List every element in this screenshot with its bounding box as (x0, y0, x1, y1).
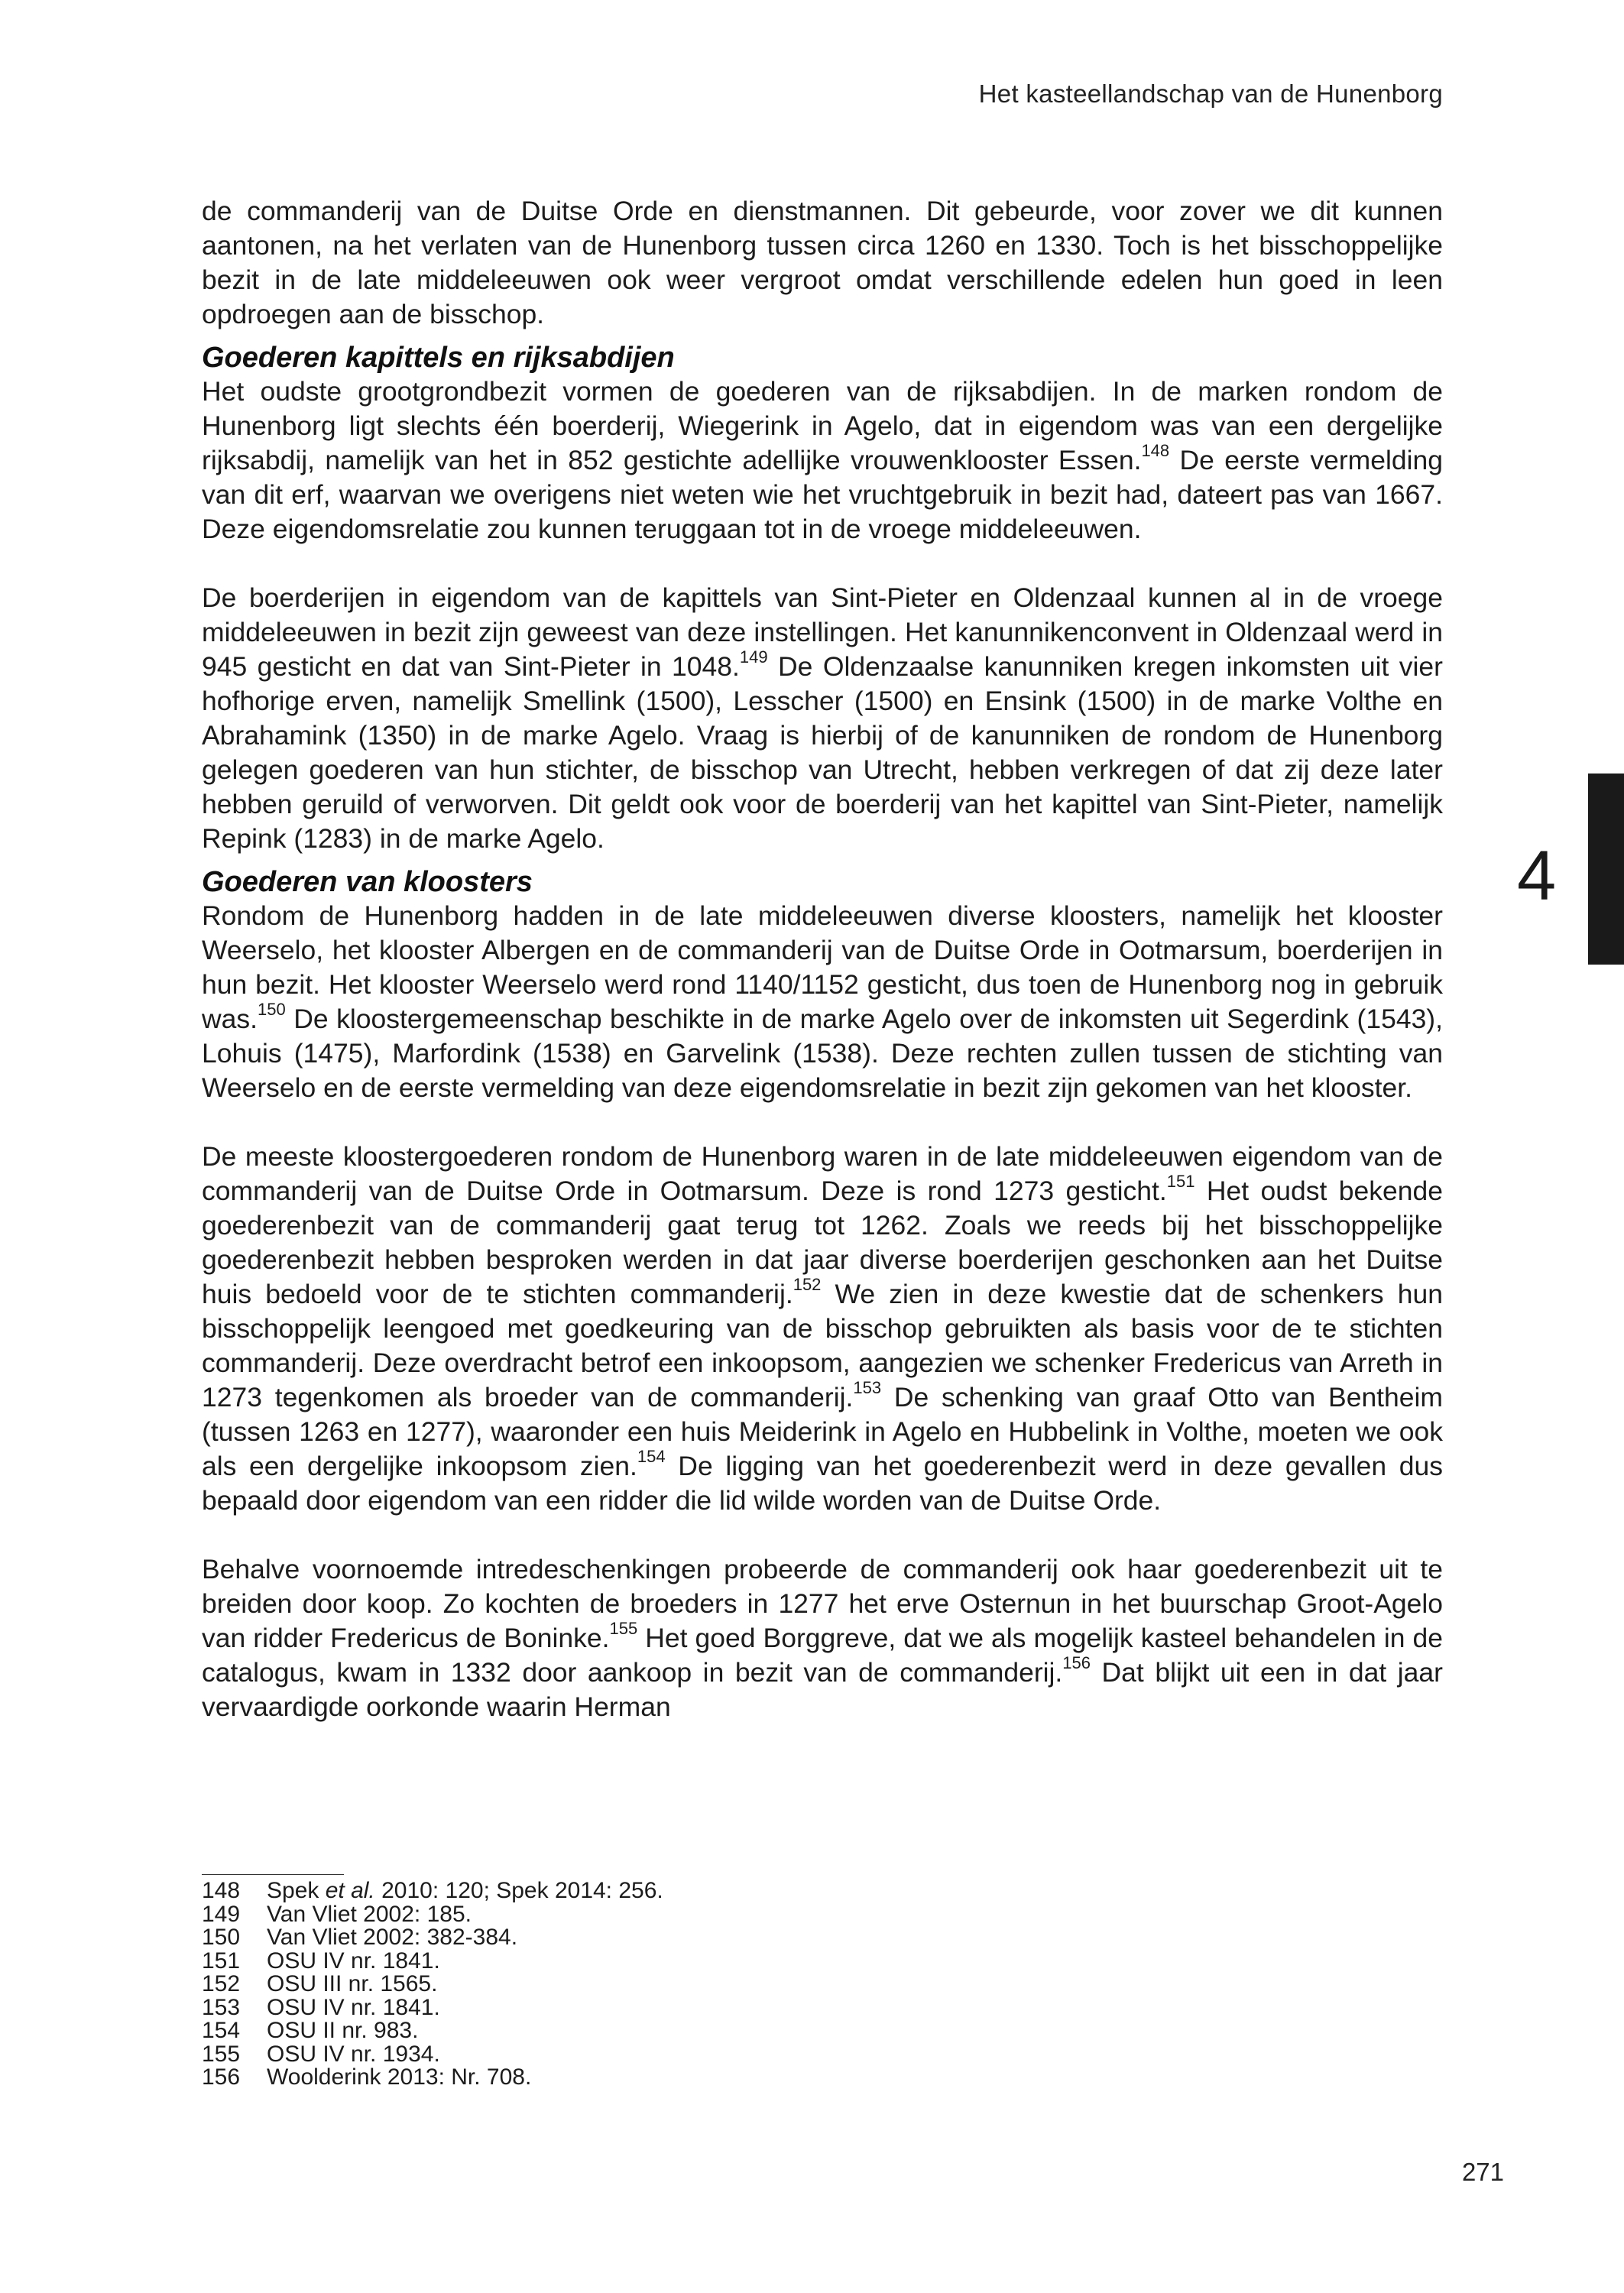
footnote-item (202, 1903, 1119, 1927)
footnote-ref[interactable]: 152 (793, 1275, 822, 1295)
footnote-item (202, 1879, 1119, 1903)
footnote-ref[interactable]: 153 (853, 1378, 882, 1398)
running-head: Het kasteellandschap van de Hunenborg (978, 79, 1443, 108)
footnotes (202, 1879, 1119, 2090)
footnote-text: Van Vliet 2002: 185. (267, 1901, 472, 1927)
footnote-text: OSU II nr. 983. (267, 2018, 419, 2043)
footnote-ref[interactable]: 151 (1166, 1172, 1195, 1192)
footnote-text: Spek et al. 2010: 120; Spek 2014: 256. (267, 1878, 663, 1903)
footnote-number: 149 (202, 1901, 241, 1927)
section-heading: Goederen kapittels en rijksabdijen (202, 342, 675, 374)
footnote-number: 151 (202, 1948, 241, 1974)
footnote-number: 156 (202, 2064, 241, 2090)
footnote-text: OSU IV nr. 1841. (267, 1948, 440, 1974)
page-number: 271 (1461, 2158, 1504, 2186)
paragraph: Het oudste grootgrondbezit vormen de goederen van de rijksabdijen. In de marken rondom de Hunenborg ligt slechts één boerderij, Wiegerink in Agelo, dat in eigendom was van een dergelijke rijksabdij, namelijk van het in 852 gestichte adellijke vrouwenklooster Essen.$^{148}$ De eerste vermelding van dit erf, waarvan we overigens niet weten wie het vruchtgebruik in bezit had, dateert pas van 1667. Deze eigendomsrelatie zou kunnen teruggaan tot in de vroege middeleeuwen. (202, 376, 1443, 544)
footnote-ref[interactable]: 154 (637, 1447, 666, 1467)
footnote-number: 150 (202, 1925, 241, 1950)
footnote-item (202, 1996, 1119, 2020)
footnote-number: 148 (202, 1878, 241, 1903)
footnote-ref[interactable]: 149 (739, 647, 768, 667)
footnote-number: 153 (202, 1994, 241, 2020)
footnote-text: OSU IV nr. 1934. (267, 2041, 440, 2067)
footnote-item (202, 2066, 1119, 2090)
footnote-item (202, 2043, 1119, 2067)
footnote-text: OSU IV nr. 1841. (267, 1994, 440, 2020)
paragraph: De boerderijen in eigendom van de kapittels van Sint-Pieter en Oldenzaal kunnen al in de vroege middeleeuwen in bezit zijn geweest van deze instellingen. Het kanunnikenconvent in Oldenzaal werd in 945 gesticht en dat van Sint-Pieter in 1048.$^{149}$ De Oldenzaalse kanunniken kregen inkomsten uit vier hofhorige erven, namelijk Smellink (1500), Lesscher (1500) en Ensink (1500) in de marke Volthe en Abrahamink (1350) in de marke Agelo. Vraag is hierbij of de kanunniken de rondom de Hunenborg gelegen goederen van hun stichter, de bisschop van Utrecht, hebben verkregen of dat zij deze later hebben geruild of verworven. Dit geldt ook voor de boerderij van het kapittel van Sint-Pieter, namelijk Repink (1283) in de marke Agelo. (202, 582, 1443, 854)
footnote-text: Woolderink 2013: Nr. 708. (267, 2064, 532, 2090)
paragraph: Rondom de Hunenborg hadden in de late middeleeuwen diverse kloosters, namelijk het klooster Weerselo, het klooster Albergen en de commanderij van de Duitse Orde in Ootmarsum, boerderijen in hun bezit. Het klooster Weerselo werd rond 1140/1152 gesticht, dus toen de Hunenborg nog in gebruik was.$^{150}$ De kloostergemeenschap beschikte in de marke Agelo over de inkomsten uit Segerdink (1543), Lohuis (1475), Marfordink (1538) en Garvelink (1538). Deze rechten zullen tussen de stichting van Weerselo en de eerste vermelding van deze eigendomsrelatie in bezit zijn gekomen van het klooster. (202, 900, 1443, 1103)
footnote-ref[interactable]: 156 (1062, 1653, 1091, 1673)
footnote-ref[interactable]: 155 (609, 1619, 638, 1639)
footnote-text: OSU III nr. 1565. (267, 1971, 438, 1996)
section-heading: Goederen van kloosters (202, 866, 533, 898)
paragraph: De meeste kloostergoederen rondom de Hunenborg waren in de late middeleeuwen eigendom van de commanderij van de Duitse Orde in Ootmarsum. Deze is rond 1273 gesticht.$^{151}$ Het oudst bekende goederenbezit van de commanderij gaat terug tot 1262. Zoals we reeds bij het bisschoppelijke goederenbezit hebben besproken werden in dat jaar diverse boerderijen geschonken aan het Duitse huis bedoeld voor de te stichten commanderij.$^{152}$ We zien in deze kwestie dat de schenkers hun bisschoppelijk leengoed met goedkeuring van de bisschop gebruikten als basis voor de te stichten commanderij. Deze overdracht betrof een inkoopsom, aangezien we schenker Fredericus van Arreth in 1273 tegenkomen als broeder van de commanderij.$^{153}$ De schenking van graaf Otto van Bentheim (tussen 1263 en 1277), waaronder een huis Meiderink in Agelo en Hubbelink in Volthe, moeten we ook als een dergelijke inkoopsom zien.$^{154}$ De ligging van het goederenbezit werd in deze gevallen dus bepaald door eigendom van een ridder die lid wilde worden van de Duitse Orde. (202, 1141, 1443, 1516)
footnote-divider (202, 1874, 344, 1875)
footnote-item (202, 1926, 1119, 1950)
footnote-ref[interactable]: 148 (1141, 441, 1170, 461)
footnote-item (202, 2019, 1119, 2043)
footnote-item (202, 1950, 1119, 1974)
footnote-number: 155 (202, 2041, 241, 2067)
footnote-ref[interactable]: 150 (258, 1000, 286, 1020)
chapter-number: 4 (1517, 837, 1557, 915)
paragraph: Behalve voornoemde intredeschenkingen probeerde de commanderij ook haar goederenbezit uit te breiden door koop. Zo kochten de broeders in 1277 het erve Osternun in het buurschap Groot-Agelo van ridder Fredericus de Boninke.$^{155}$ Het goed Borggreve, dat we als mogelijk kasteel behandelen in de catalogus, kwam in 1332 door aankoop in bezit van de commanderij.$^{156}$ Dat blijkt uit een in dat jaar vervaardigde oorkonde waarin Herman (202, 1554, 1443, 1722)
body-text (202, 194, 1443, 1724)
footnote-number: 154 (202, 2018, 241, 2043)
paragraph: de commanderij van de Duitse Orde en dienstmannen. Dit gebeurde, voor zover we dit kunnen aantonen, na het verlaten van de Hunenborg tussen circa 1260 en 1330. Toch is het bisschoppelijke bezit in de late middeleeuwen ook weer vergroot omdat verschillende edelen hun goed in leen opdroegen aan de bisschop. (202, 196, 1443, 329)
footnote-item (202, 1973, 1119, 1996)
footnote-text: Van Vliet 2002: 382-384. (267, 1925, 518, 1950)
footnote-number: 152 (202, 1971, 241, 1996)
chapter-tab-marker (1588, 774, 1624, 965)
